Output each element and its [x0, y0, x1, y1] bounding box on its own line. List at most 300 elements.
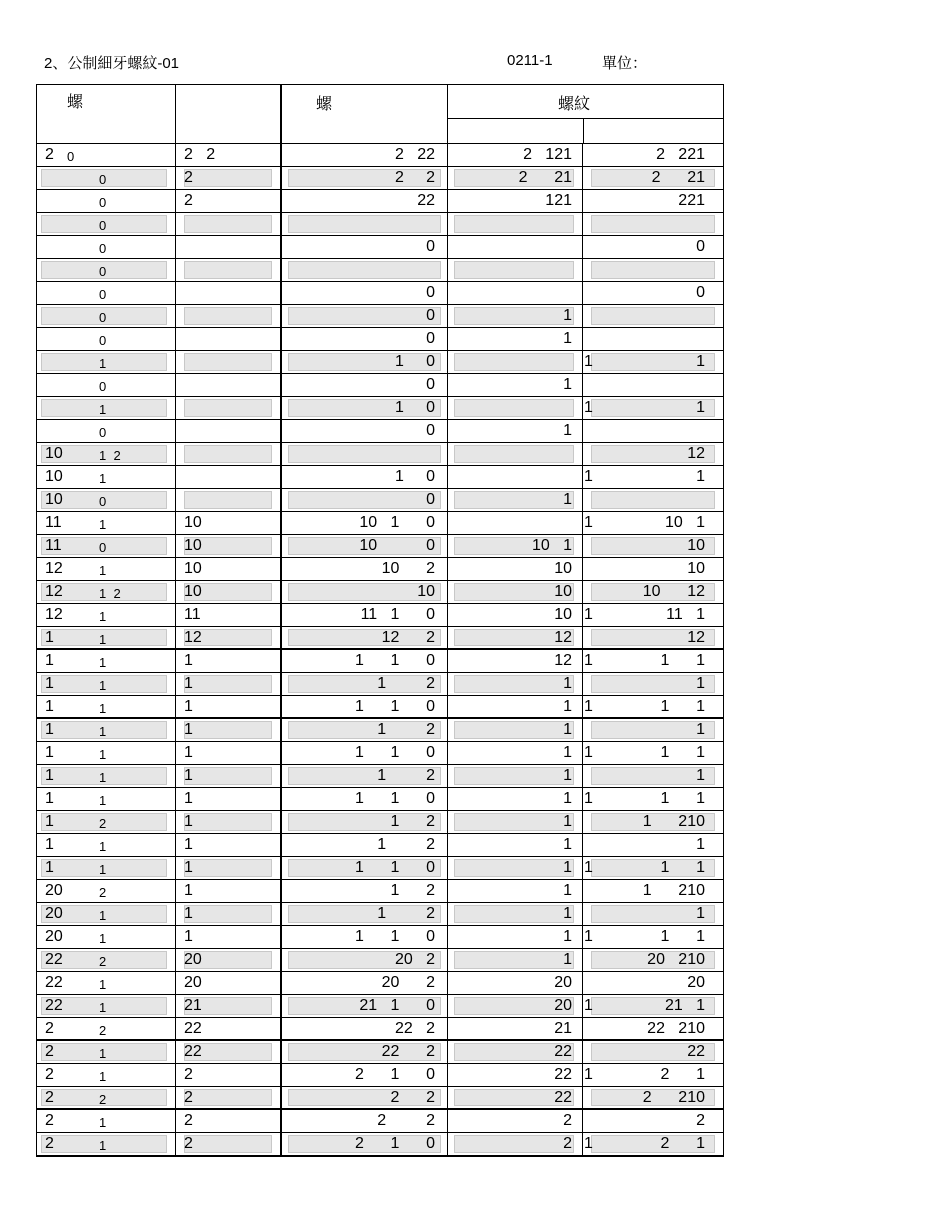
- col2-value: 10: [184, 514, 202, 531]
- table-row: [37, 397, 723, 420]
- table-cell: [447, 949, 582, 971]
- table-cell: [37, 443, 175, 465]
- table-cell: [37, 1041, 175, 1063]
- table-row: [37, 236, 723, 259]
- col3-value: 21 1 0: [359, 997, 435, 1014]
- cell-shading: [454, 813, 574, 831]
- col5-flag: 1: [584, 353, 593, 370]
- col5-value: 0: [696, 238, 705, 255]
- table-cell: [37, 374, 175, 396]
- table-cell: [280, 765, 447, 787]
- table-row: [37, 650, 723, 673]
- col3-value: 10 2: [381, 560, 435, 577]
- table-cell: [37, 719, 175, 741]
- size-value: 20: [45, 882, 63, 899]
- table-row: [37, 857, 723, 880]
- table-cell: [582, 627, 723, 648]
- table-row: [37, 995, 723, 1018]
- table-cell: [447, 880, 582, 902]
- table-cell: [175, 167, 280, 189]
- table-row: [37, 305, 723, 328]
- table-cell: [582, 788, 723, 810]
- col3-value: 2 2: [394, 169, 435, 186]
- col2-value: 11: [184, 606, 201, 623]
- table-cell: [280, 489, 447, 511]
- col4-value: 1: [563, 767, 572, 784]
- table-cell: [447, 1133, 582, 1155]
- table-cell: [582, 328, 723, 350]
- col4-value: 121: [545, 192, 572, 209]
- col3-value: 0: [426, 422, 435, 439]
- table-cell: [582, 995, 723, 1017]
- table-cell: [37, 489, 175, 511]
- col2-value: 2: [184, 1066, 193, 1083]
- col5-flag: 1: [584, 514, 593, 531]
- col4-value: 1: [563, 790, 572, 807]
- pitch-value: 1 2: [99, 448, 121, 463]
- table-row: [37, 1110, 723, 1133]
- table-cell: [582, 604, 723, 626]
- table-cell: [447, 604, 582, 626]
- pitch-value: 1: [99, 655, 107, 670]
- pitch-value: 0: [99, 540, 107, 555]
- table-cell: [582, 558, 723, 580]
- table-cell: [582, 236, 723, 258]
- size-value: 2: [45, 1112, 54, 1129]
- table-cell: [280, 673, 447, 695]
- cell-shading: [184, 491, 272, 509]
- cell-shading: [454, 399, 574, 417]
- table-cell: [37, 834, 175, 856]
- table-cell: [175, 949, 280, 971]
- cell-shading: [591, 261, 715, 279]
- table-cell: [447, 167, 582, 189]
- size-value: 2: [45, 1020, 54, 1037]
- table-row: [37, 374, 723, 397]
- table-cell: [37, 949, 175, 971]
- table-cell: [447, 765, 582, 787]
- col4-value: 20: [554, 974, 572, 991]
- cell-shading: [454, 215, 574, 233]
- table-cell: [175, 1133, 280, 1155]
- col3-value: 1 1 0: [354, 698, 435, 715]
- col3-value: 0: [426, 307, 435, 324]
- table-cell: [582, 1041, 723, 1063]
- col4-value: 10: [554, 560, 572, 577]
- table-cell: [447, 650, 582, 672]
- table-cell: [447, 696, 582, 717]
- col5-value: 2 1: [660, 1066, 705, 1083]
- table-row: [37, 581, 723, 604]
- table-cell: [175, 282, 280, 304]
- table-cell: [447, 811, 582, 833]
- cell-shading: [454, 675, 574, 693]
- pitch-value: 0: [99, 494, 107, 509]
- size-value: 12: [45, 560, 63, 577]
- pitch-value: 1: [99, 563, 107, 578]
- col2-value: 20: [184, 951, 202, 968]
- col3-value: 1 0: [394, 353, 435, 370]
- pitch-value: 0: [67, 149, 75, 164]
- table-cell: [447, 213, 582, 235]
- table-row: [37, 190, 723, 213]
- pitch-value: 0: [99, 172, 107, 187]
- cell-shading: [454, 721, 574, 739]
- table-cell: [175, 972, 280, 994]
- col4-value: 20: [554, 997, 572, 1014]
- table-cell: [280, 351, 447, 373]
- table-cell: [280, 213, 447, 235]
- pitch-value: 1: [99, 977, 107, 992]
- pitch-value: 1: [99, 908, 107, 923]
- table-cell: [37, 1110, 175, 1132]
- table-cell: [447, 236, 582, 258]
- pitch-value: 1: [99, 471, 107, 486]
- col2-value: 21: [184, 997, 202, 1014]
- table-cell: [582, 466, 723, 488]
- header-cell-2: [175, 85, 280, 143]
- table-cell: [37, 627, 175, 648]
- table-cell: [175, 305, 280, 327]
- table-cell: [280, 857, 447, 879]
- table-cell: [447, 1041, 582, 1063]
- pitch-value: 1: [99, 678, 107, 693]
- table-cell: [280, 167, 447, 189]
- table-cell: [175, 627, 280, 648]
- table-cell: [582, 1064, 723, 1086]
- col3-value: 1 2: [377, 721, 435, 738]
- table-cell: [175, 903, 280, 925]
- col5-flag: 1: [584, 606, 593, 623]
- col2-value: 1: [184, 652, 193, 669]
- col4-value: 1: [563, 721, 572, 738]
- col5-value: 1: [696, 905, 705, 922]
- table-cell: [582, 581, 723, 603]
- col3-value: 10: [417, 583, 435, 600]
- table-cell: [280, 926, 447, 948]
- table-cell: [175, 328, 280, 350]
- table-cell: [447, 420, 582, 442]
- size-value: 12: [45, 583, 63, 600]
- col5-value: 2: [696, 1112, 705, 1129]
- cell-shading: [288, 445, 441, 463]
- size-value: 1: [45, 767, 54, 784]
- col3-value: 2 2: [377, 1112, 435, 1129]
- pitch-value: 1: [99, 1115, 107, 1130]
- table-cell: [175, 374, 280, 396]
- cell-shading: [184, 261, 272, 279]
- pitch-value: 2: [99, 885, 107, 900]
- table-cell: [175, 558, 280, 580]
- table-cell: [447, 1064, 582, 1086]
- col3-value: 2 1 0: [354, 1135, 435, 1152]
- table-cell: [582, 1018, 723, 1039]
- pitch-value: 1: [99, 1138, 107, 1153]
- table-cell: [447, 834, 582, 856]
- table-cell: [175, 834, 280, 856]
- table-cell: [447, 581, 582, 603]
- col5-value: 1 1: [660, 744, 705, 761]
- col5-flag: 1: [584, 744, 593, 761]
- cell-shading: [184, 675, 272, 693]
- col3-value: 1 0: [394, 399, 435, 416]
- table-cell: [37, 305, 175, 327]
- size-value: 2: [45, 1135, 54, 1152]
- size-value: 20: [45, 928, 63, 945]
- table-cell: [175, 926, 280, 948]
- table-cell: [582, 972, 723, 994]
- pitch-value: 1: [99, 632, 107, 647]
- cell-shading: [454, 261, 574, 279]
- page-title: 2、公制細牙螺紋-01: [44, 55, 180, 72]
- col3-value: 1 2: [377, 836, 435, 853]
- pitch-value: 0: [99, 333, 107, 348]
- col3-value: 1 2: [377, 675, 435, 692]
- table-cell: [280, 788, 447, 810]
- size-value: 22: [45, 951, 63, 968]
- table-cell: [175, 397, 280, 419]
- col3-value: 22 2: [381, 1043, 435, 1060]
- cell-shading: [184, 905, 272, 923]
- size-value: 1: [45, 675, 54, 692]
- pitch-value: 0: [99, 379, 107, 394]
- table-cell: [582, 144, 723, 166]
- col2-value: 10: [184, 560, 202, 577]
- cell-shading: [184, 1135, 272, 1153]
- col4-value: 2 21: [518, 169, 572, 186]
- pitch-value: 0: [99, 241, 107, 256]
- col5-value: 2 210: [642, 1089, 705, 1106]
- table-cell: [447, 443, 582, 465]
- table-cell: [280, 949, 447, 971]
- col3-value: 11 1 0: [360, 606, 435, 623]
- table-cell: [280, 420, 447, 442]
- table-row: [37, 604, 723, 627]
- table-cell: [175, 1110, 280, 1132]
- col3-value: 10 0: [359, 537, 435, 554]
- pitch-value: 1: [99, 839, 107, 854]
- cell-shading: [288, 307, 441, 325]
- col3-value: 0: [426, 284, 435, 301]
- header-col45-label: 螺紋: [558, 96, 591, 113]
- table-cell: [280, 581, 447, 603]
- table-cell: [582, 420, 723, 442]
- table-row: [37, 351, 723, 374]
- col4-value: 2: [563, 1112, 572, 1129]
- table-cell: [175, 581, 280, 603]
- pitch-value: 1: [99, 1069, 107, 1084]
- table-cell: [582, 880, 723, 902]
- table-cell: [280, 535, 447, 557]
- table-cell: [37, 765, 175, 787]
- col3-value: 1 2: [390, 882, 435, 899]
- size-value: 11: [45, 537, 62, 554]
- col5-value: 1 1: [660, 790, 705, 807]
- table-cell: [280, 1087, 447, 1108]
- table-cell: [447, 742, 582, 764]
- table-cell: [37, 397, 175, 419]
- table-row: [37, 259, 723, 282]
- col2-value: 1: [184, 928, 193, 945]
- cell-shading: [591, 215, 715, 233]
- pitch-value: 2: [99, 1023, 107, 1038]
- table-row: [37, 673, 723, 696]
- pitch-value: 1: [99, 1046, 107, 1061]
- pitch-value: 1: [99, 862, 107, 877]
- col3-value: 0: [426, 376, 435, 393]
- col5-value: 221: [678, 192, 705, 209]
- table-row: [37, 282, 723, 305]
- table-cell: [175, 420, 280, 442]
- table-cell: [175, 443, 280, 465]
- col5-value: 1 1: [660, 698, 705, 715]
- header-col1-label: 螺: [67, 94, 84, 111]
- col3-value: 1 1 0: [354, 744, 435, 761]
- table-cell: [447, 673, 582, 695]
- col2-value: 2 2: [184, 146, 216, 163]
- pitch-value: 0: [99, 264, 107, 279]
- table-cell: [280, 144, 447, 166]
- table-cell: [175, 1064, 280, 1086]
- table-row: [37, 443, 723, 466]
- table-cell: [175, 466, 280, 488]
- col2-value: 20: [184, 974, 202, 991]
- col2-value: 1: [184, 859, 193, 876]
- pitch-value: 1 2: [99, 586, 121, 601]
- table-row: [37, 213, 723, 236]
- size-value: 1: [45, 652, 54, 669]
- table-row: [37, 1087, 723, 1110]
- table-cell: [447, 305, 582, 327]
- col3-value: 2 22: [394, 146, 435, 163]
- table-cell: [37, 1087, 175, 1108]
- pitch-value: 0: [99, 195, 107, 210]
- col3-value: 1 1 0: [354, 859, 435, 876]
- table-row: [37, 512, 723, 535]
- col5-flag: 1: [584, 1066, 593, 1083]
- table-cell: [175, 1087, 280, 1108]
- col4-value: 12: [554, 629, 572, 646]
- size-value: 1: [45, 859, 54, 876]
- table-cell: [37, 880, 175, 902]
- table-cell: [280, 328, 447, 350]
- table-cell: [175, 190, 280, 212]
- size-value: 12: [45, 606, 63, 623]
- col2-value: 1: [184, 790, 193, 807]
- cell-shading: [288, 491, 441, 509]
- table-cell: [37, 972, 175, 994]
- table-cell: [37, 535, 175, 557]
- col5-flag: 1: [584, 997, 593, 1014]
- table-cell: [447, 719, 582, 741]
- table-cell: [37, 903, 175, 925]
- table-cell: [37, 1133, 175, 1155]
- table-cell: [447, 995, 582, 1017]
- col2-value: 10: [184, 583, 202, 600]
- table-cell: [280, 627, 447, 648]
- table-cell: [280, 1064, 447, 1086]
- col2-value: 1: [184, 744, 193, 761]
- table-cell: [447, 397, 582, 419]
- cell-shading: [591, 307, 715, 325]
- table-cell: [280, 742, 447, 764]
- table-cell: [37, 811, 175, 833]
- col5-value: 11 1: [666, 606, 705, 623]
- cell-shading: [184, 721, 272, 739]
- table-row: [37, 834, 723, 857]
- table-row: [37, 880, 723, 903]
- col3-value: 1 2: [377, 767, 435, 784]
- pitch-value: 1: [99, 609, 107, 624]
- table-cell: [175, 673, 280, 695]
- table-cell: [447, 374, 582, 396]
- col5-value: 12: [687, 445, 705, 462]
- col3-value: 22: [417, 192, 435, 209]
- table-cell: [447, 466, 582, 488]
- table-cell: [582, 1133, 723, 1155]
- table-cell: [37, 604, 175, 626]
- table-row: [37, 696, 723, 719]
- cell-shading: [288, 215, 441, 233]
- col4-value: 1: [563, 376, 572, 393]
- size-value: 20: [45, 905, 63, 922]
- table-cell: [582, 1087, 723, 1108]
- table-cell: [37, 1064, 175, 1086]
- table-row: [37, 420, 723, 443]
- table-cell: [447, 857, 582, 879]
- table-cell: [582, 765, 723, 787]
- col4-value: 1: [563, 744, 572, 761]
- table-cell: [280, 604, 447, 626]
- table-cell: [175, 144, 280, 166]
- cell-shading: [454, 767, 574, 785]
- table-cell: [447, 1018, 582, 1039]
- table-cell: [280, 1041, 447, 1063]
- table-row: [37, 926, 723, 949]
- table-cell: [37, 282, 175, 304]
- table-cell: [582, 811, 723, 833]
- cell-shading: [454, 951, 574, 969]
- col3-value: 0: [426, 238, 435, 255]
- header-cell-3: [280, 85, 447, 143]
- col2-value: 22: [184, 1020, 202, 1037]
- col2-value: 2: [184, 1112, 193, 1129]
- col5-value: 1: [696, 675, 705, 692]
- cell-shading: [454, 905, 574, 923]
- table-row: [37, 1018, 723, 1041]
- col2-value: 12: [184, 629, 202, 646]
- cell-shading: [184, 859, 272, 877]
- col4-value: 1: [563, 698, 572, 715]
- col5-value: 2 21: [651, 169, 705, 186]
- cell-shading: [184, 1089, 272, 1106]
- cell-shading: [454, 859, 574, 877]
- size-value: 1: [45, 698, 54, 715]
- col2-value: 10: [184, 537, 202, 554]
- size-value: 10: [45, 491, 63, 508]
- unit-label: 單位：: [602, 55, 648, 72]
- table-cell: [582, 259, 723, 281]
- col4-value: 10: [554, 606, 572, 623]
- col5-value: 20: [687, 974, 705, 991]
- table-cell: [582, 489, 723, 511]
- table-cell: [447, 972, 582, 994]
- col5-value: 12: [687, 629, 705, 646]
- pitch-value: 1: [99, 517, 107, 532]
- table-cell: [280, 374, 447, 396]
- col5-value: 10: [687, 560, 705, 577]
- col4-value: 2 121: [523, 146, 572, 163]
